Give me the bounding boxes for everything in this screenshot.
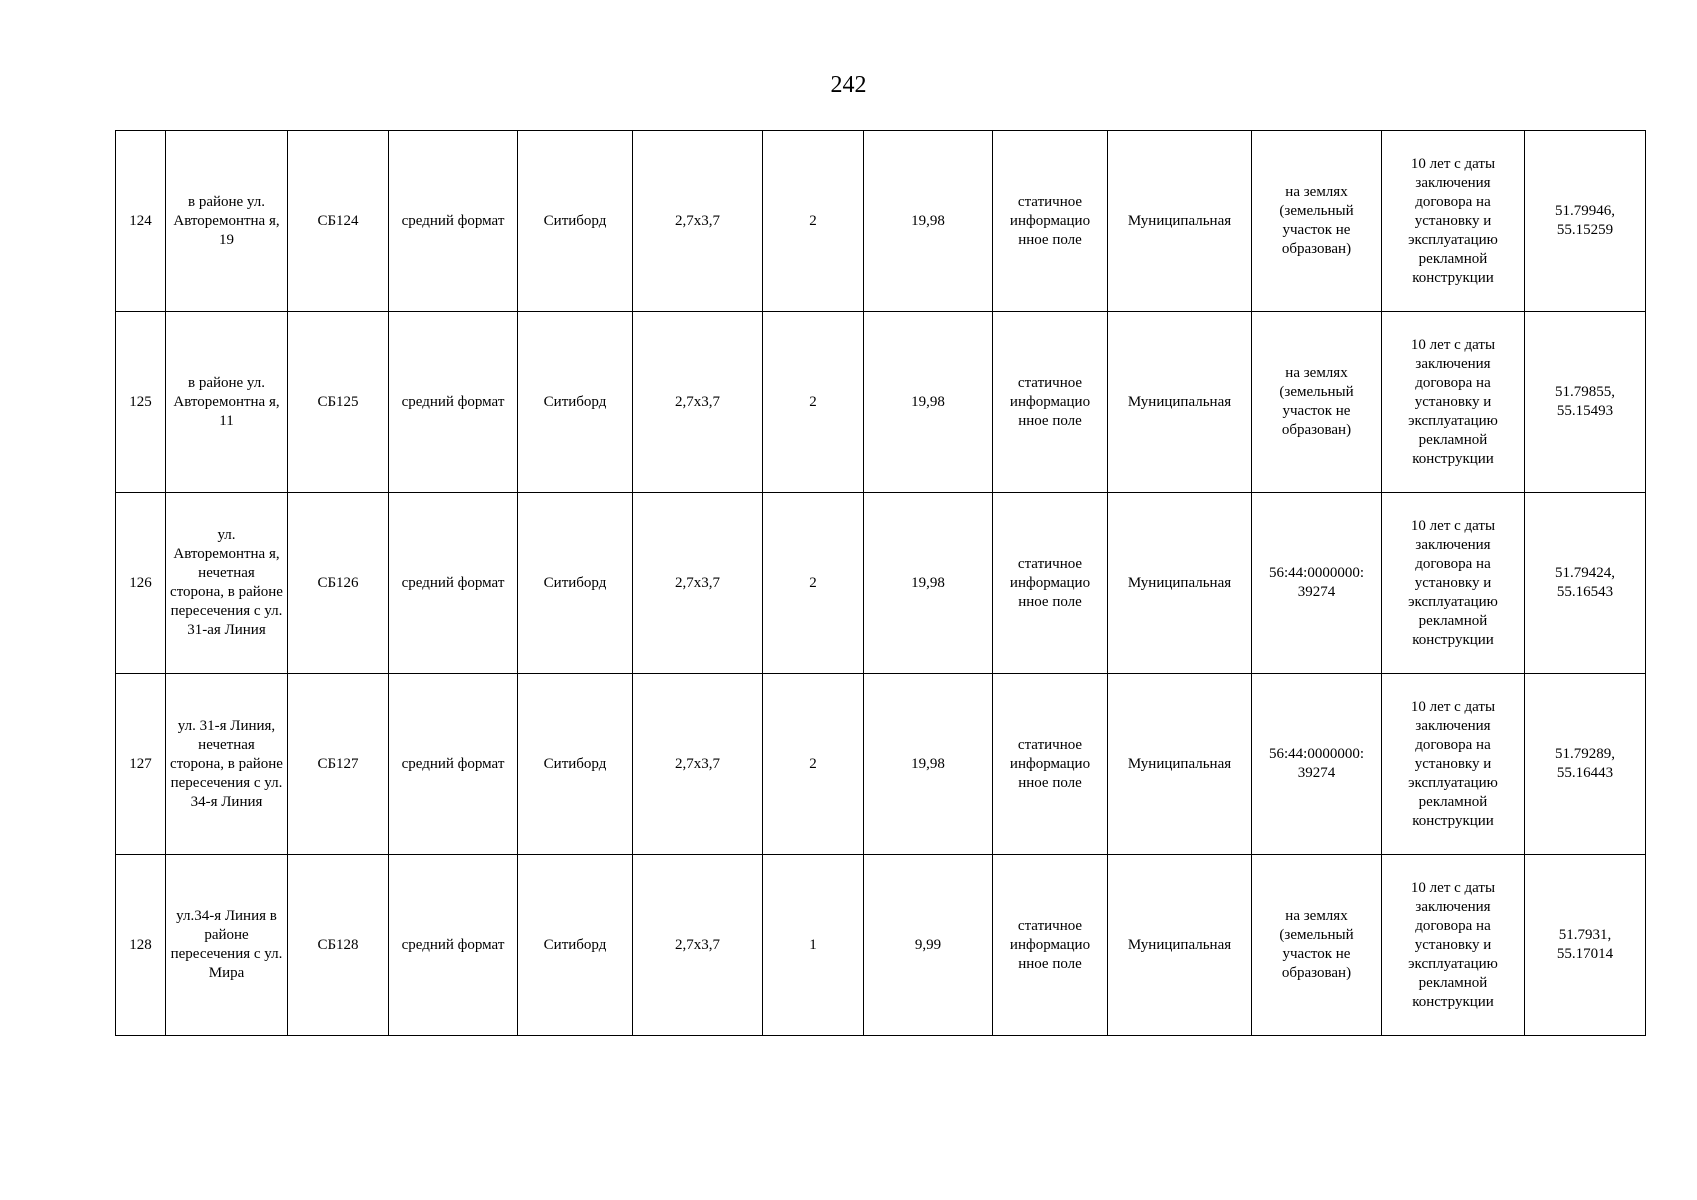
cell-coordinates: 51.79855, 55.15493 — [1525, 312, 1646, 493]
cell-sides: 2 — [763, 493, 864, 674]
cell-field-type: статичное информацио нное поле — [993, 674, 1108, 855]
cell-term: 10 лет с даты заключения договора на установку и эксплуатацию рекламной конструкции — [1382, 312, 1525, 493]
cell-type: Ситиборд — [518, 131, 633, 312]
cell-land: на землях (земельный участок не образован) — [1252, 855, 1382, 1036]
cell-field-type: статичное информацио нное поле — [993, 312, 1108, 493]
cell-ownership: Муниципальная — [1108, 131, 1252, 312]
page-number: 242 — [830, 72, 867, 98]
cell-format: средний формат — [389, 312, 518, 493]
cell-field-type: статичное информацио нное поле — [993, 855, 1108, 1036]
cell-field-type: статичное информацио нное поле — [993, 493, 1108, 674]
cell-code: СБ124 — [288, 131, 389, 312]
cell-address: в районе ул. Авторемонтна я, 19 — [166, 131, 288, 312]
cell-code: СБ125 — [288, 312, 389, 493]
cell-type: Ситиборд — [518, 674, 633, 855]
cell-term: 10 лет с даты заключения договора на установку и эксплуатацию рекламной конструкции — [1382, 855, 1525, 1036]
table-row — [116, 674, 1646, 855]
cell-term: 10 лет с даты заключения договора на установку и эксплуатацию рекламной конструкции — [1382, 131, 1525, 312]
table-row — [116, 493, 1646, 674]
cell-area: 9,99 — [864, 855, 993, 1036]
cell-format: средний формат — [389, 674, 518, 855]
table-row — [116, 312, 1646, 493]
cell-type: Ситиборд — [518, 312, 633, 493]
cell-land: на землях (земельный участок не образован) — [1252, 312, 1382, 493]
cell-code: СБ126 — [288, 493, 389, 674]
cell-ownership: Муниципальная — [1108, 493, 1252, 674]
cell-field-type: статичное информацио нное поле — [993, 131, 1108, 312]
cell-address: ул. Авторемонтна я, нечетная сторона, в районе пересечения с ул. 31-ая Линия — [166, 493, 288, 674]
cell-area: 19,98 — [864, 312, 993, 493]
cell-land: на землях (земельный участок не образован) — [1252, 131, 1382, 312]
cell-address: в районе ул. Авторемонтна я, 11 — [166, 312, 288, 493]
cell-number: 124 — [116, 131, 166, 312]
cell-ownership: Муниципальная — [1108, 312, 1252, 493]
cell-code: СБ127 — [288, 674, 389, 855]
cell-size: 2,7x3,7 — [633, 493, 763, 674]
cell-term: 10 лет с даты заключения договора на установку и эксплуатацию рекламной конструкции — [1382, 493, 1525, 674]
cell-coordinates: 51.79946, 55.15259 — [1525, 131, 1646, 312]
cell-area: 19,98 — [864, 674, 993, 855]
cell-sides: 2 — [763, 312, 864, 493]
cell-coordinates: 51.79424, 55.16543 — [1525, 493, 1646, 674]
cell-land: 56:44:0000000: 39274 — [1252, 674, 1382, 855]
advertising-structures-table — [115, 130, 1646, 1036]
cell-ownership: Муниципальная — [1108, 855, 1252, 1036]
cell-ownership: Муниципальная — [1108, 674, 1252, 855]
cell-format: средний формат — [389, 855, 518, 1036]
cell-number: 128 — [116, 855, 166, 1036]
cell-format: средний формат — [389, 131, 518, 312]
cell-type: Ситиборд — [518, 855, 633, 1036]
cell-coordinates: 51.7931, 55.17014 — [1525, 855, 1646, 1036]
cell-size: 2,7x3,7 — [633, 674, 763, 855]
cell-land: 56:44:0000000: 39274 — [1252, 493, 1382, 674]
cell-area: 19,98 — [864, 493, 993, 674]
cell-code: СБ128 — [288, 855, 389, 1036]
cell-sides: 2 — [763, 674, 864, 855]
cell-sides: 2 — [763, 131, 864, 312]
cell-type: Ситиборд — [518, 493, 633, 674]
cell-size: 2,7x3,7 — [633, 855, 763, 1036]
cell-size: 2,7x3,7 — [633, 312, 763, 493]
cell-size: 2,7x3,7 — [633, 131, 763, 312]
cell-coordinates: 51.79289, 55.16443 — [1525, 674, 1646, 855]
cell-number: 125 — [116, 312, 166, 493]
table-row — [116, 131, 1646, 312]
cell-area: 19,98 — [864, 131, 993, 312]
cell-address: ул. 31-я Линия, нечетная сторона, в районе пересечения с ул. 34-я Линия — [166, 674, 288, 855]
cell-number: 127 — [116, 674, 166, 855]
cell-format: средний формат — [389, 493, 518, 674]
cell-sides: 1 — [763, 855, 864, 1036]
table-row — [116, 855, 1646, 1036]
cell-address: ул.34-я Линия в районе пересечения с ул. Мира — [166, 855, 288, 1036]
cell-term: 10 лет с даты заключения договора на установку и эксплуатацию рекламной конструкции — [1382, 674, 1525, 855]
cell-number: 126 — [116, 493, 166, 674]
